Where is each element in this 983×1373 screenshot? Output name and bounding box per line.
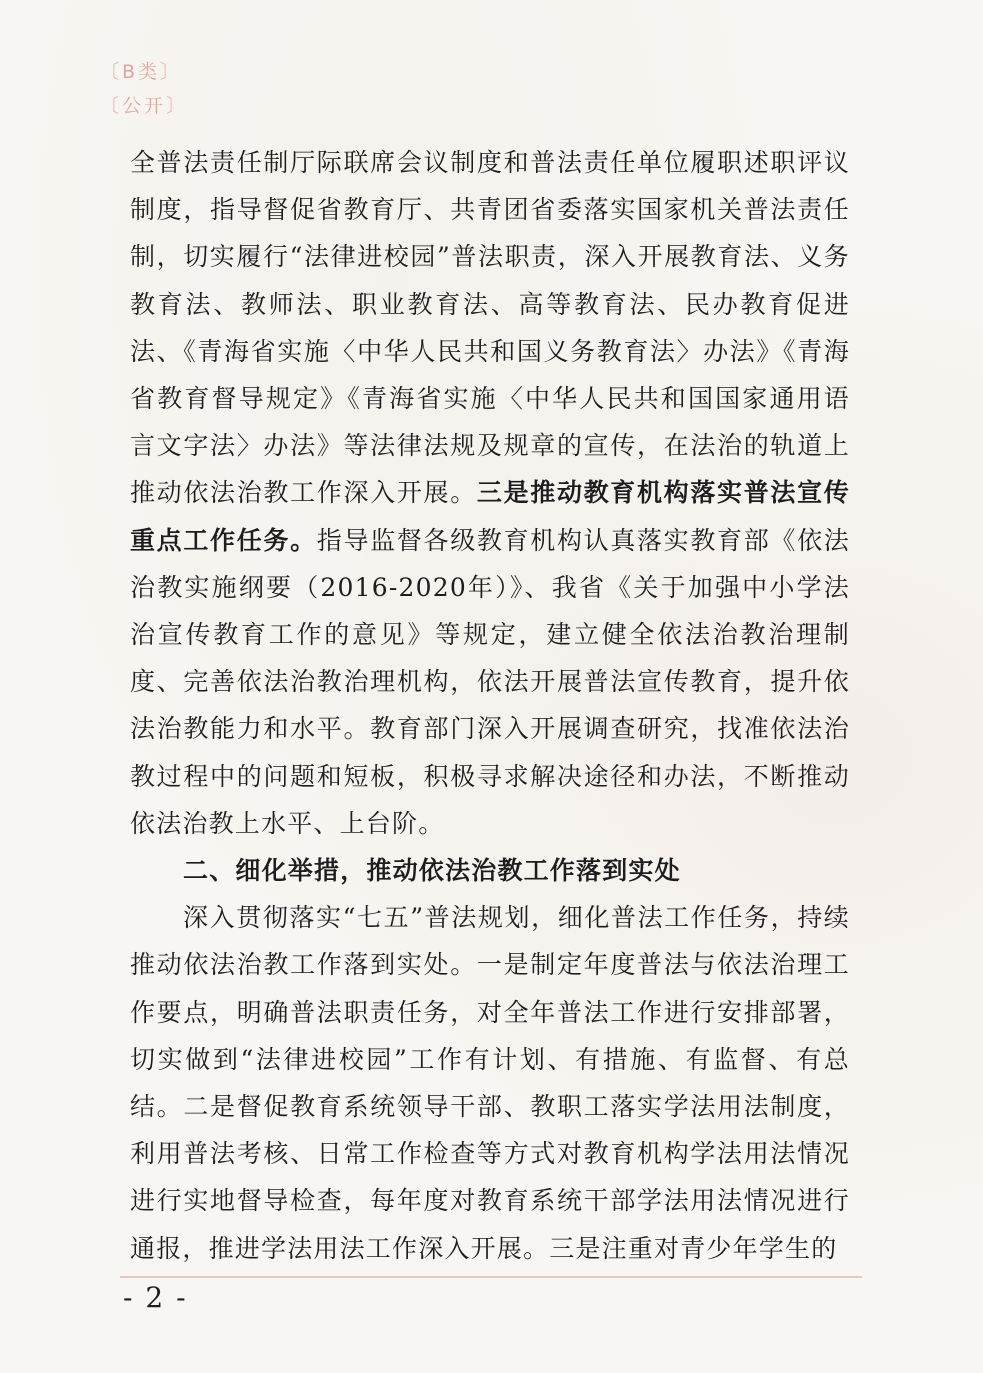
classification-label: 〔B类〕: [100, 61, 183, 83]
footer-divider: [120, 1276, 862, 1278]
classification-stamp: [100, 55, 189, 123]
page-number: - 2 -: [123, 1281, 188, 1314]
paragraph-text: 全普法责任制厅际联席会议制度和普法责任单位履职述职评议制度，指导督促省教育厅、共青团省委落实国家机关普法责任制，切实履行“法律进校园”普法职责，深入开展教育法、义务教育法、教师法、职业教育法、高等教育法、民办教育促进法、《青海省实施〈中华人民共和国义务教育法〉办法》《青海省教育督导规定》《青海省实施〈中华人民共和国国家通用语言文字法〉办法》等法律法规及规章的宣传，在法治的轨道上推动依法治教工作深入开展。: [130, 148, 850, 508]
paragraph-section-two: 深入贯彻落实“七五”普法规划，细化普法工作任务，持续推动依法治教工作落到实处。一是制定年度普法与依法治理工作要点，明确普法职责任务，对全年普法工作进行安排部署，切实做到“法律进校园”工作有计划、有措施、有监督、有总结。二是督促教育系统领导干部、教职工落实学法用法制度，利用普法考核、日常工作检查等方式对教育机构学法用法情况进行实地督导检查，每年度对教育系统干部学法用法情况进行通报，推进学法用法工作深入开展。三是注重对青少年学生的: [130, 903, 850, 1263]
section-heading: 二、细化举措，推动依法治教工作落到实处: [183, 856, 681, 886]
disclosure-label: 〔公开〕: [100, 95, 189, 117]
paragraph-continued: [130, 139, 850, 847]
paragraph-tail: 指导监督各级教育机构认真落实教育部《依法治教实施纲要（2016-2020年）》、我省《关于加强中小学法治宣传教育工作的意见》等规定，建立健全依法治教治理制度、完善依法治教治理机构，依法开展普法宣传教育，提升依法治教能力和水平。教育部门深入开展调查研究，找准依法治教过程中的问题和短板，积极寻求解决途径和办法，不断推动依法治教上水平、上台阶。: [130, 525, 850, 838]
document-body: [130, 139, 850, 1272]
bold-point-three: 三是推动教育机构落实普法宣传重点工作任务。: [130, 478, 850, 555]
